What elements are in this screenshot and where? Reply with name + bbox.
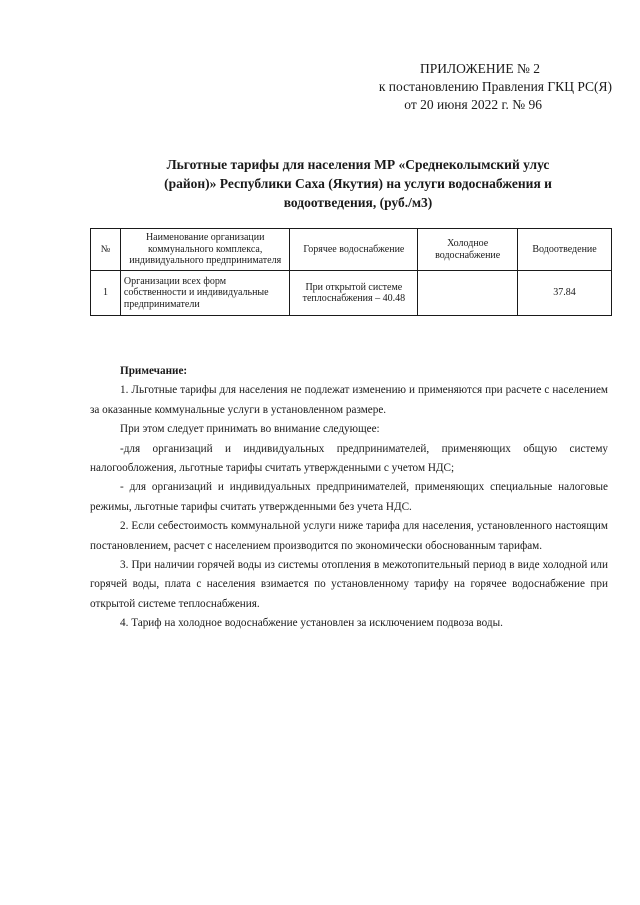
cell-num: 1 [91,271,121,316]
title-line-3: водоотведения, (руб./м3) [283,195,433,210]
resolution-date: от 20 июня 2022 г. № 96 [404,97,542,112]
document-title [120,155,596,212]
note-paragraph-3: -для организаций и индивидуальных предпринимателей, применяющих общую систему налогообложения, льготные тарифы считать утвержденными с учетом НДС; [90,442,608,475]
table-row [91,271,612,316]
header-organization: Наименование организации коммунального комплекса, индивидуального предпринимателя [120,229,290,271]
table-header-row [91,229,612,271]
cell-sewage: 37.84 [518,271,612,316]
header-num: № [91,229,121,271]
header-sewage: Водоотведение [518,229,612,271]
resolution-reference: к постановлению Правления ГКЦ РС(Я) [378,79,612,94]
note-paragraph-6: 3. При наличии горячей воды из системы отопления в межотопительный период в виде холодной или горячей воды, плата с населения взимается по установленному тарифу на горячее водоснабжение при открытой системе теплоснабжения. [90,559,608,610]
title-line-1: Льготные тарифы для населения МР «Среднеколымский улус [166,157,550,172]
note-paragraph-7: 4. Тариф на холодное водоснабжение установлен за исключением подвоза воды. [120,617,503,630]
appendix-header [312,60,612,114]
appendix-number: ПРИЛОЖЕНИЕ № 2 [419,61,540,76]
note-paragraph-5: 2. Если себестоимость коммунальной услуги ниже тарифа для населения, установленного настоящим постановлением, расчет с населением производится по экономически обоснованным тарифам. [90,520,608,552]
cell-organization: Организации всех форм собственности и индивидуальные предприниматели [120,271,290,316]
notes-title: Примечание: [120,365,188,377]
note-paragraph-1: 1. Льготные тарифы для населения не подлежат изменению и применяются при расчете с населением за оказанные коммунальные услуги в установленном размере. [90,384,608,416]
header-cold-water: Холодное водоснабжение [418,229,518,271]
tariff-table [90,228,612,316]
note-paragraph-2: При этом следует принимать во внимание следующее: [120,423,380,436]
notes-section [90,362,608,634]
cell-hot-water: При открытой системе теплоснабжения – 40.48 [290,271,418,316]
note-paragraph-4: - для организаций и индивидуальных предпринимателей, применяющих специальные налоговые режимы, льготные тарифы считать утвержденными без учета НДС. [90,481,608,513]
header-hot-water: Горячее водоснабжение [290,229,418,271]
cell-cold-water [418,271,518,316]
title-line-2: (район)» Республики Саха (Якутия) на услуги водоснабжения и [164,176,552,191]
